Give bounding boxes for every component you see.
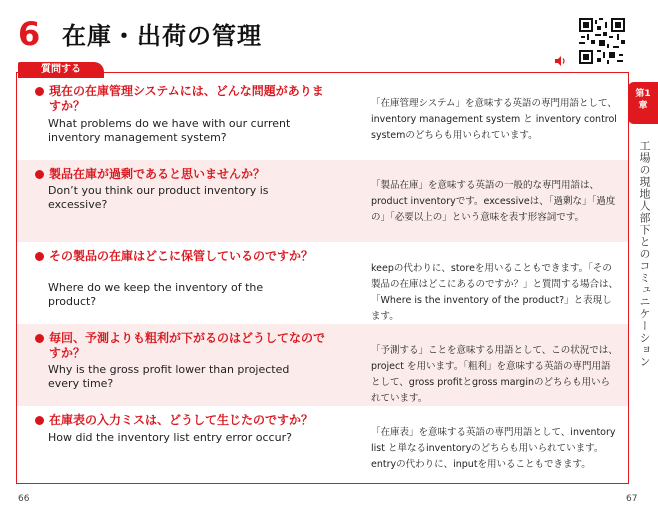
explanation-note: 「在庫表」を意味する英語の専門用語として、inventory list と単なるinventoryのどちらも用いられています。entryの代わりに、inputを用いることもできます。: [371, 427, 616, 470]
question-japanese: 製品在庫が過剰であると思いませんか？: [35, 167, 325, 182]
question-english: What problems do we have with our current inventory management system?: [48, 117, 291, 144]
side-vertical-title: 工場の現地人部下とのコミュニケーション: [638, 140, 651, 368]
bullet-icon: [35, 252, 44, 261]
explanation-note: 「予測する」ことを意味する用語として、この状況では、project を用います。「粗利」を意味する英語の専門用語として、gross profitとgross marginのどちらも用いられています。: [371, 345, 618, 404]
chapter-title: 在庫・出荷の管理: [62, 22, 262, 50]
page-number-left: 66: [18, 494, 30, 504]
question-japanese: 毎回、予測よりも粗利が下がるのはどうしてなのですか？: [35, 331, 325, 361]
side-tab-chapter: 第1: [635, 89, 651, 99]
question-japanese: その製品の在庫はどこに保管しているのですか？: [35, 249, 325, 264]
question-english: Where do we keep the inventory of the product?: [48, 281, 264, 308]
bullet-icon: [35, 334, 44, 343]
explanation-note: 「在庫管理システム」を意味する英語の専門用語として、inventory management system と inventory control systemのどちらも用いられています。: [371, 98, 617, 141]
speaker-icon[interactable]: [555, 56, 567, 66]
explanation-note: keepの代わりに、storeを用いることもできます。「その製品の在庫はどこにあるのですか？」と質問する場合は、「Where is the inventory of the product?」と表現します。: [371, 263, 619, 322]
bullet-icon: [35, 416, 44, 425]
question-japanese: 現在の在庫管理システムには、どんな問題がありますか？: [35, 84, 325, 114]
chapter-number: 6: [18, 15, 41, 53]
explanation-note: 「製品在庫」を意味する英語の一般的な専門用語は、product inventoryです。excessiveは、「過剰な」「過度の」「必要以上の」という意味を表す形容詞です。: [371, 180, 616, 223]
question-english: How did the inventory list entry error occur?: [48, 431, 292, 444]
question-japanese: 在庫表の入力ミスは、どうして生じたのですか？: [35, 413, 325, 428]
question-english: Don’t you think our product inventory is excessive?: [48, 184, 269, 211]
section-tag: 質問する: [18, 62, 104, 78]
chapter-side-tab: [628, 82, 658, 124]
bullet-icon: [35, 87, 44, 96]
page-number-right: 67: [626, 494, 638, 504]
qr-code-icon[interactable]: [579, 18, 625, 64]
question-english: Why is the gross profit lower than projected every time?: [48, 363, 290, 390]
side-tab-suffix: 章: [638, 101, 648, 111]
bullet-icon: [35, 170, 44, 179]
